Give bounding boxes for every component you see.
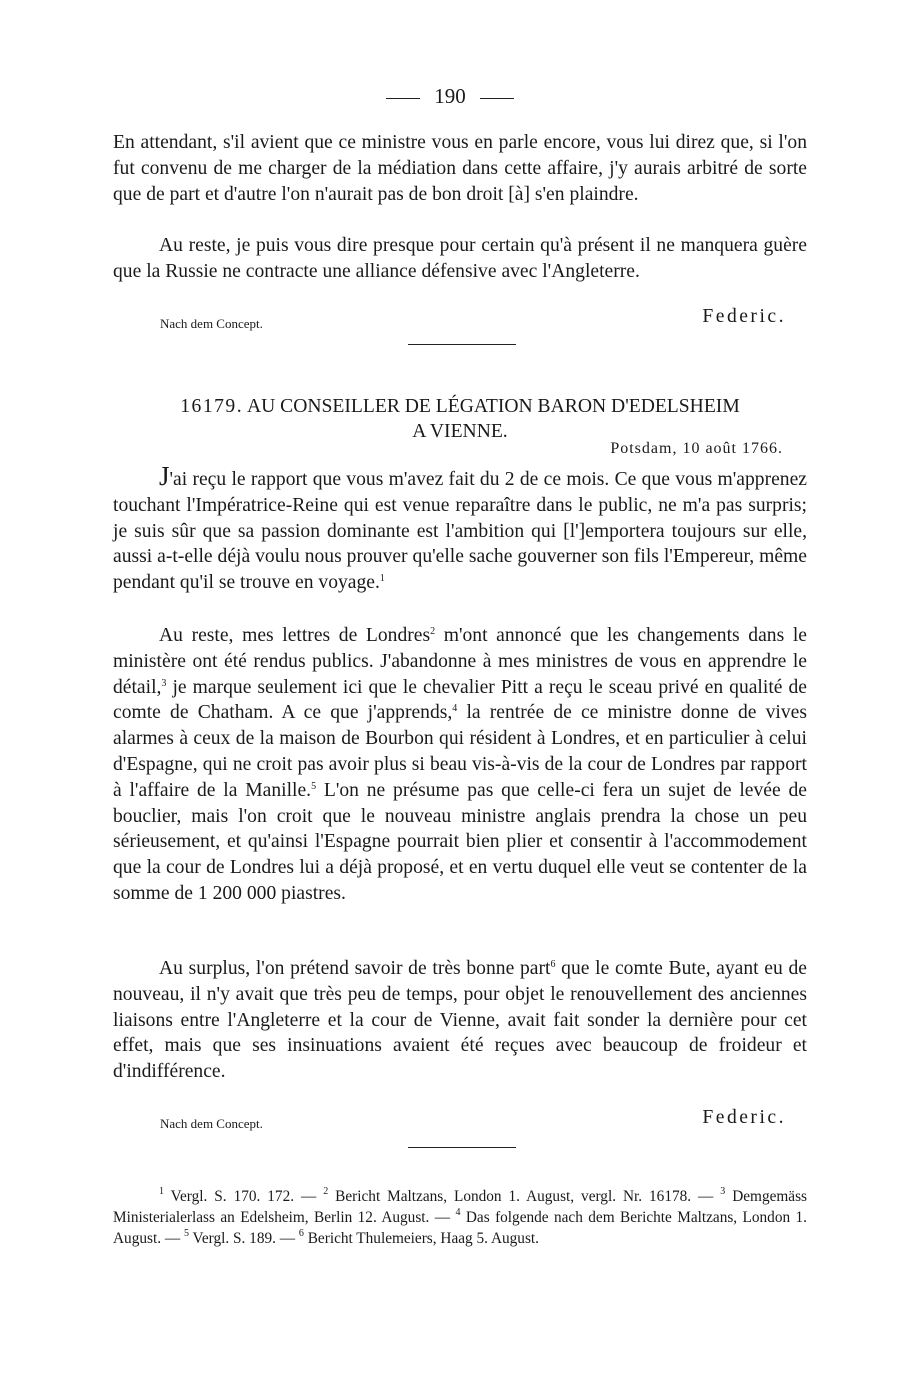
footnote-text: Bericht Thulemeiers, Haag 5. August. xyxy=(303,1230,539,1247)
header-dash-left xyxy=(386,98,420,99)
footnote-ref: 4 xyxy=(452,703,458,715)
letter-destination: A VIENNE. xyxy=(412,421,508,442)
header-dash-right xyxy=(480,98,514,99)
dateline: Potsdam, 10 août 1766. xyxy=(610,440,783,457)
footnote-marker: 2 xyxy=(323,1186,329,1197)
letter-paragraph-3 xyxy=(113,956,807,1085)
footnote-text: Vergl. S. 170. 172. — xyxy=(164,1188,324,1205)
letter-paragraph-2 xyxy=(113,623,807,907)
paragraph-russia-alliance: Au reste, je puis vous dire presque pour certain qu'à présent il ne manquera guère que la Russie ne contracte une alliance défensive avec l'Angleterre. xyxy=(113,235,807,282)
letter-addressee: AU CONSEILLER DE LÉGATION BARON D'EDELSHEIM xyxy=(246,396,740,417)
footnote-ref: 2 xyxy=(430,626,436,637)
paragraph-text: 'ai reçu le rapport que vous m'avez fait du 2 de ce mois. Ce que vous m'apprenez touchant l'Impératrice-Reine qui est venue reparaître dans le public, ne m'a pas surpris; je suis sûr que sa passion dominante est l'ambition qui [l']emportera toujours sur elle, aussi a-t-elle déjà voulu nous prouver qu'elle sache gouverner son fils l'Empereur, même pendant qu'il se trouve en voyage. xyxy=(113,469,807,594)
paragraph-continuation: En attendant, s'il avient que ce ministre vous en parle encore, vous lui direz que, si l'on fut convenu de me charger de la médiation dans cette affaire, j'y aurais arbitré de sorte que de part et d'autre l'on n'aurait pas de bon droit [à] s'en plaindre. xyxy=(113,132,807,205)
page-number: 190 xyxy=(434,84,466,108)
footnote-text: Vergl. S. 189. — xyxy=(188,1230,299,1247)
footnote-divider xyxy=(408,1147,516,1148)
drop-cap: J xyxy=(159,461,170,491)
paragraph-text: que le comte Bute, ayant eu de nouveau, il n'y avait que très peu de temps, pour objet le renouvellement des anciennes liaisons entre l'Angleterre et la cour de Vienne, avait fait sonder la dernière pour cet effet, mais que ses insinuations avaient été reçues avec beaucoup de froideur et d'indifférence. xyxy=(113,958,807,1083)
section-divider xyxy=(408,344,516,345)
letter-title xyxy=(113,394,807,444)
footnote-marker: 4 xyxy=(455,1207,461,1218)
source-note: Nach dem Concept. xyxy=(160,316,263,331)
footnote-marker: 6 xyxy=(298,1228,304,1239)
footnote-ref: 6 xyxy=(550,959,556,970)
paragraph-text: je marque seulement ici que le chevalier Pitt a reçu le sceau privé en qualité de comte de Chatham. A ce que j'apprends, xyxy=(113,676,807,724)
source-note: Nach dem Concept. xyxy=(160,1116,263,1131)
page-header xyxy=(0,84,900,109)
footnote-marker: 1 xyxy=(159,1186,164,1197)
letter-paragraph-1 xyxy=(113,461,807,596)
footnote-ref: 5 xyxy=(311,780,317,792)
paragraph-text: m'ont annoncé que les changements dans le ministère ont été rendus publics. J'abandonne à mes ministres de vous en apprendre le détail, xyxy=(113,625,807,698)
footnotes xyxy=(113,1186,807,1249)
footnote-text: Das folgende nach dem Berichte Maltzans, London 1. August. — xyxy=(113,1209,807,1247)
footnote-text: Bericht Maltzans, London 1. August, vergl. Nr. 16178. — xyxy=(328,1188,721,1205)
footnote-text: Demgemäss Ministerialerlass an Edelsheim, Berlin 12. August. — xyxy=(113,1188,807,1226)
paragraph-text: la rentrée de ce ministre donne de vives alarmes à ceux de la maison de Bourbon qui résident à Londres, et en particulier à celui d'Espagne, qui ne croit pas avoir plus si beau vis-à-vis de la cour de Londres par rapport à l'affaire de la Manille. xyxy=(113,702,807,801)
footnote-ref: 1 xyxy=(379,573,385,585)
footnote-ref: 3 xyxy=(161,677,167,689)
paragraph-text: Au reste, mes lettres de Londres xyxy=(159,625,431,646)
signature: Federic. xyxy=(702,306,786,327)
signature: Federic. xyxy=(702,1107,786,1128)
paragraph-text: L'on ne présume pas que celle-ci fera un sujet de levée de bouclier, mais l'on croit que le nouveau ministre anglais prendra la chose un peu sérieusement, et qu'ainsi l'Espagne pourrait bien plier et consentir à l'accommodement que la cour de Londres lui a déjà proposé, et en vertu duquel elle veut se contenter de la somme de 1 200 000 piastres. xyxy=(113,779,807,904)
letter-number: 16179. xyxy=(180,396,244,417)
paragraph-text: Au surplus, l'on prétend savoir de très bonne part xyxy=(159,958,551,979)
footnote-marker: 3 xyxy=(720,1186,726,1197)
footnote-marker: 5 xyxy=(183,1228,189,1239)
